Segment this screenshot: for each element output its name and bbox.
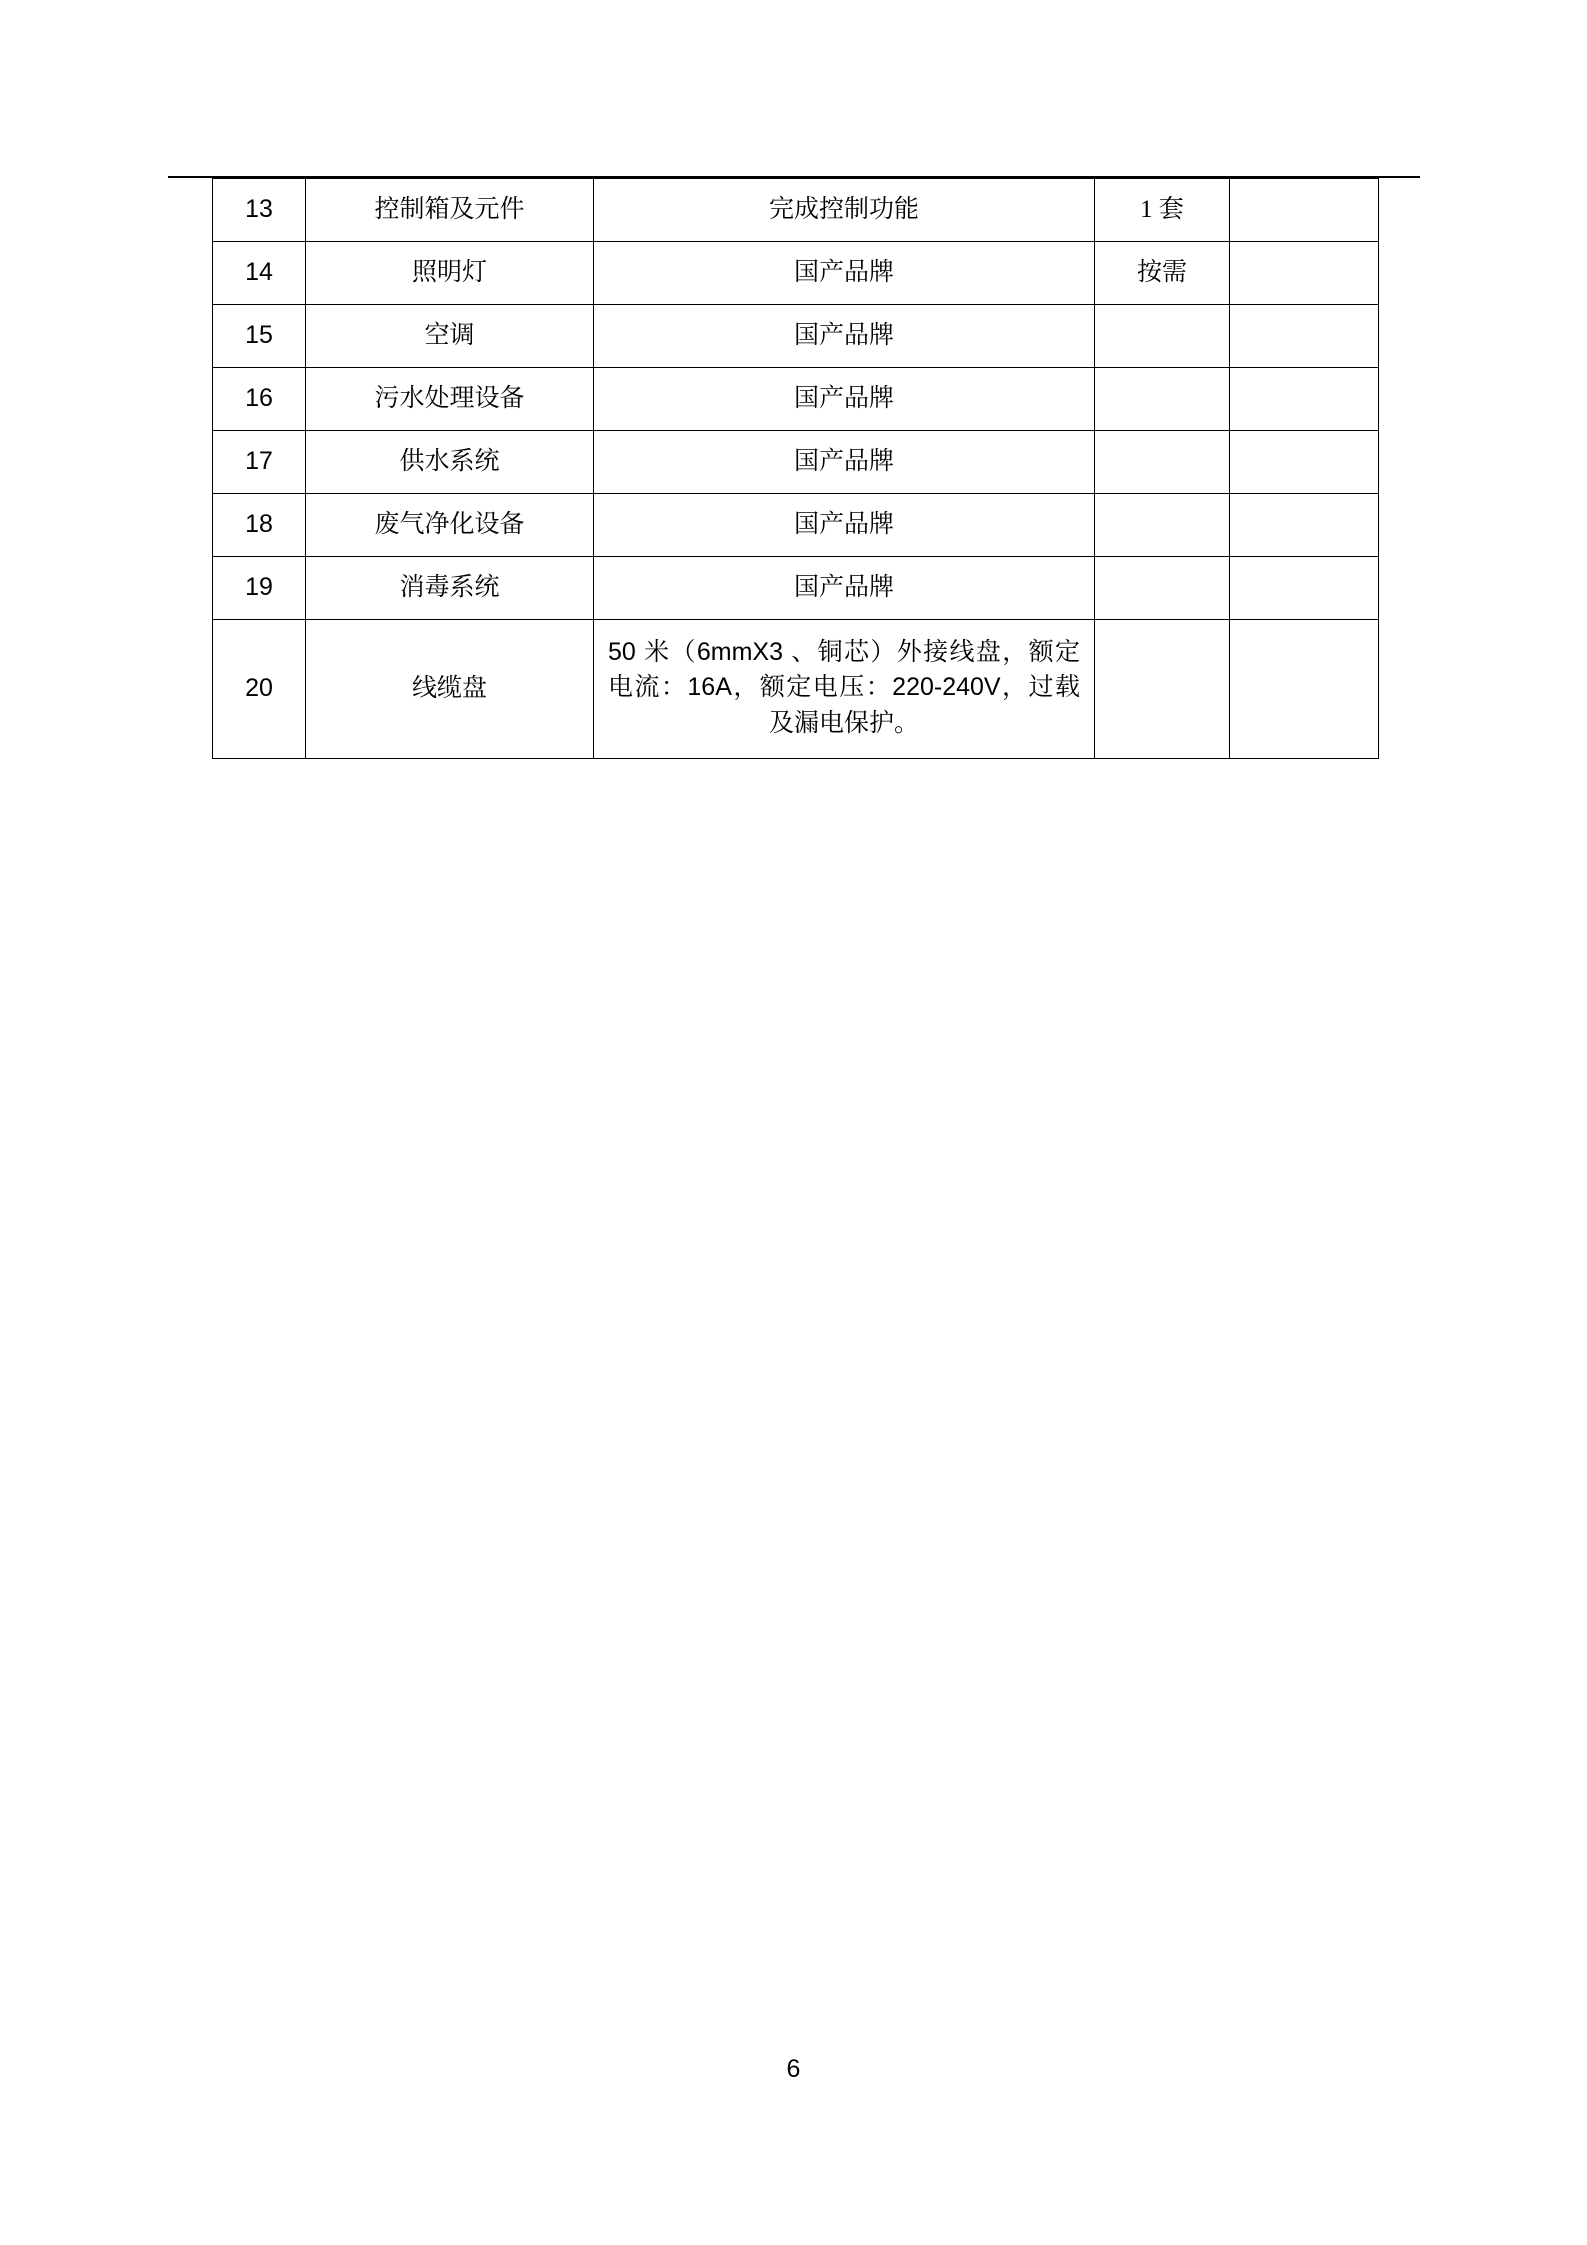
row-remark	[1230, 557, 1379, 620]
row-number: 14	[213, 242, 306, 305]
row-remark	[1230, 368, 1379, 431]
row-description: 国产品牌	[594, 242, 1095, 305]
table-row	[213, 368, 1379, 431]
row-name: 废气净化设备	[306, 494, 594, 557]
row-name: 空调	[306, 305, 594, 368]
row-number: 15	[213, 305, 306, 368]
row-remark	[1230, 494, 1379, 557]
row-remark	[1230, 305, 1379, 368]
row-quantity	[1095, 557, 1230, 620]
row-name: 供水系统	[306, 431, 594, 494]
row-number: 19	[213, 557, 306, 620]
row-description-text: 50 米（6mmX3 、铜芯）外接线盘，额定电流：16A，额定电压：220-240V，过载及漏电保护。	[608, 637, 1080, 737]
row-remark	[1230, 431, 1379, 494]
row-quantity	[1095, 368, 1230, 431]
page-number: 6	[786, 2055, 801, 2083]
table-row	[213, 557, 1379, 620]
row-description: 国产品牌	[594, 431, 1095, 494]
row-description: 国产品牌	[594, 368, 1095, 431]
row-name: 污水处理设备	[306, 368, 594, 431]
row-quantity	[1095, 305, 1230, 368]
row-name: 控制箱及元件	[306, 179, 594, 242]
table-row	[213, 431, 1379, 494]
row-name: 消毒系统	[306, 557, 594, 620]
table-row	[213, 494, 1379, 557]
row-name: 线缆盘	[306, 620, 594, 759]
table-row	[213, 179, 1379, 242]
row-number: 20	[213, 620, 306, 759]
table-row	[213, 242, 1379, 305]
row-description: 国产品牌	[594, 557, 1095, 620]
specification-table-container	[212, 178, 1377, 759]
row-remark	[1230, 242, 1379, 305]
row-name: 照明灯	[306, 242, 594, 305]
row-remark	[1230, 179, 1379, 242]
row-quantity	[1095, 431, 1230, 494]
row-description	[594, 620, 1095, 759]
row-description: 完成控制功能	[594, 179, 1095, 242]
row-quantity	[1095, 620, 1230, 759]
row-number: 13	[213, 179, 306, 242]
table-row	[213, 305, 1379, 368]
specification-table	[212, 178, 1379, 759]
row-number: 17	[213, 431, 306, 494]
row-number: 16	[213, 368, 306, 431]
row-description: 国产品牌	[594, 305, 1095, 368]
row-quantity	[1095, 494, 1230, 557]
row-quantity: 1 套	[1095, 179, 1230, 242]
table-row	[213, 620, 1379, 759]
row-remark	[1230, 620, 1379, 759]
row-description: 国产品牌	[594, 494, 1095, 557]
row-quantity: 按需	[1095, 242, 1230, 305]
row-number: 18	[213, 494, 306, 557]
